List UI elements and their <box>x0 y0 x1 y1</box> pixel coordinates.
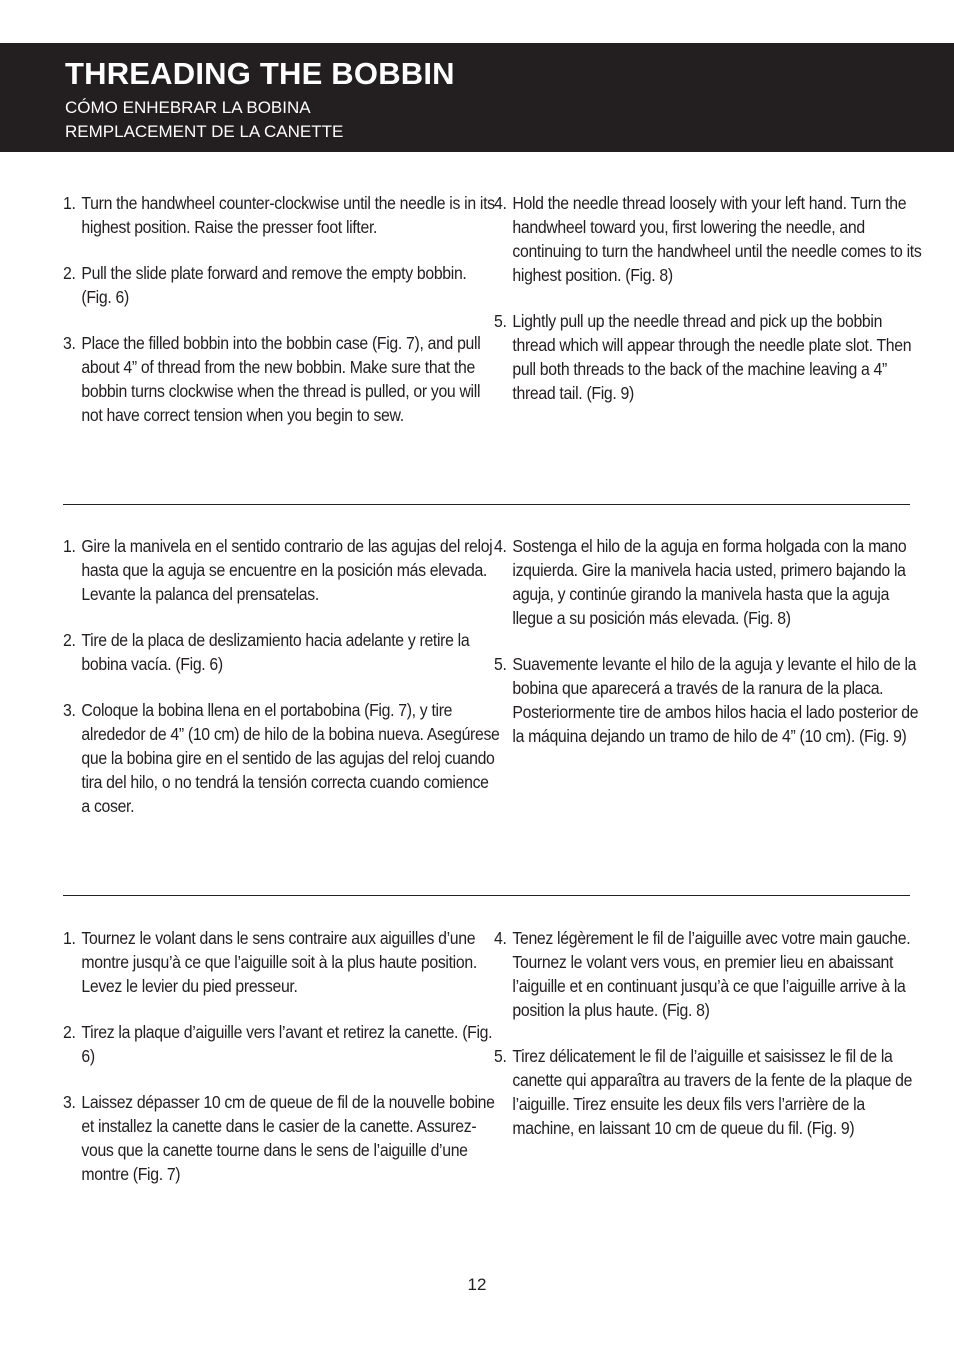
step-text: Lightly pull up the needle thread and pick up the bobbin thread which will appear through the needle plate slot. Then pull both threads to the back of the machine leaving a 4” thread tail. (Fig. 9) <box>512 311 912 403</box>
step-text: Laissez dépasser 10 cm de queue de fil de la nouvelle bobine et installez la canette dans le casier de la canette. Assurez-vous que la canette tourne dans le sens de l’aiguille d’une montre (Fig. 7) <box>81 1092 495 1184</box>
spanish-left-column <box>63 534 500 818</box>
subtitle-french: REMPLACEMENT DE LA CANETTE <box>65 122 344 141</box>
step-text: Tirez délicatement le fil de l’aiguille et saisissez le fil de la canette qui apparaîtra au travers de la fente de la plaque de l’aiguille. Tirez ensuite les deux fils vers l’arrière de la machine, en laissant 10 cm de queue du fil. (Fig. 9) <box>512 1046 913 1138</box>
english-step-5 <box>494 309 928 405</box>
spanish-step-1 <box>63 534 500 606</box>
step-text: Gire la manivela en el sentido contrario de las agujas del reloj hasta que la aguja se encuentre en la posición más elevada. Levante la palanca del prensatelas. <box>81 536 493 604</box>
step-number: 3. <box>63 333 76 353</box>
french-step-3 <box>63 1090 500 1186</box>
step-number: 3. <box>63 700 76 720</box>
step-number: 1. <box>63 193 76 213</box>
step-text: Tire de la placa de deslizamiento hacia adelante y retire la bobina vacía. (Fig. 6) <box>81 630 470 674</box>
step-text: Hold the needle thread loosely with your left hand. Turn the handwheel toward you, first lowering the needle, and continuing to turn the handwheel until the needle comes to its highest position. (Fig. 8) <box>512 193 922 285</box>
step-number: 4. <box>494 536 507 556</box>
step-number: 5. <box>494 311 507 331</box>
step-number: 2. <box>63 263 76 283</box>
step-number: 1. <box>63 928 76 948</box>
step-number: 1. <box>63 536 76 556</box>
french-step-4 <box>494 926 928 1022</box>
step-text: Suavemente levante el hilo de la aguja y levante el hilo de la bobina que aparecerá a través de la ranura de la placa. Posteriormente tire de ambos hilos hacia el lado posterior de la máquina dejando un tramo de hilo de 4” (10 cm). (Fig. 9) <box>512 654 919 746</box>
step-text: Sostenga el hilo de la aguja en forma holgada con la mano izquierda. Gire la manivela hacia usted, primero bajando la aguja, y continúe girando la manivela hasta que la aguja llegue a su posición más elevada. (Fig. 8) <box>512 536 907 628</box>
step-text: Coloque la bobina llena en el portabobina (Fig. 7), y tire alrededor de 4” (10 cm) de hilo de la bobina nueva. Asegúrese que la bobina gire en el sentido de las agujas del reloj cuando tira del hilo, o no tendrá la tensión correcta cuando comience a coser. <box>81 700 500 816</box>
english-step-4 <box>494 191 928 287</box>
page-header <box>0 43 954 152</box>
spanish-right-column <box>494 534 919 748</box>
english-step-2 <box>63 261 500 309</box>
step-text: Turn the handwheel counter-clockwise until the needle is in its highest position. Raise the presser foot lifter. <box>81 193 495 237</box>
english-right-column <box>494 191 922 405</box>
subtitle-spanish: CÓMO ENHEBRAR LA BOBINA <box>65 98 311 117</box>
page-title: THREADING THE BOBBIN <box>65 56 455 91</box>
step-text: Pull the slide plate forward and remove the empty bobbin. (Fig. 6) <box>81 263 467 307</box>
french-step-2 <box>63 1020 500 1068</box>
spanish-step-5 <box>494 652 928 748</box>
french-left-column <box>63 926 495 1186</box>
french-right-column <box>494 926 912 1140</box>
english-step-3 <box>63 331 500 427</box>
page-number: 12 <box>467 1275 487 1294</box>
step-number: 5. <box>494 1046 507 1066</box>
step-number: 4. <box>494 193 507 213</box>
english-left-column <box>63 191 495 427</box>
step-number: 2. <box>63 630 76 650</box>
step-number: 3. <box>63 1092 76 1112</box>
step-text: Tournez le volant dans le sens contraire aux aiguilles d’une montre jusqu’à ce que l’aiguille soit à la plus haute position. Levez le levier du pied presseur. <box>81 928 477 996</box>
step-text: Place the filled bobbin into the bobbin case (Fig. 7), and pull about 4” of thread from the new bobbin. Make sure that the bobbin turns clockwise when the thread is pulled, or you will not have correct tension when you begin to sew. <box>81 333 481 425</box>
step-text: Tirez la plaque d’aiguille vers l’avant et retirez la canette. (Fig. 6) <box>81 1022 493 1066</box>
spanish-step-2 <box>63 628 500 676</box>
french-step-5 <box>494 1044 928 1140</box>
step-text: Tenez légèrement le fil de l’aiguille avec votre main gauche. Tournez le volant vers vous, en premier lieu en abaissant l’aiguille et en continuant jusqu’à ce que l’aiguille arrive à la position la plus haute. (Fig. 8) <box>512 928 911 1020</box>
step-number: 2. <box>63 1022 76 1042</box>
spanish-step-3 <box>63 698 500 818</box>
french-step-1 <box>63 926 500 998</box>
english-step-1 <box>63 191 500 239</box>
step-number: 4. <box>494 928 507 948</box>
step-number: 5. <box>494 654 507 674</box>
section-divider <box>63 895 910 896</box>
spanish-step-4 <box>494 534 928 630</box>
section-divider <box>63 504 910 505</box>
